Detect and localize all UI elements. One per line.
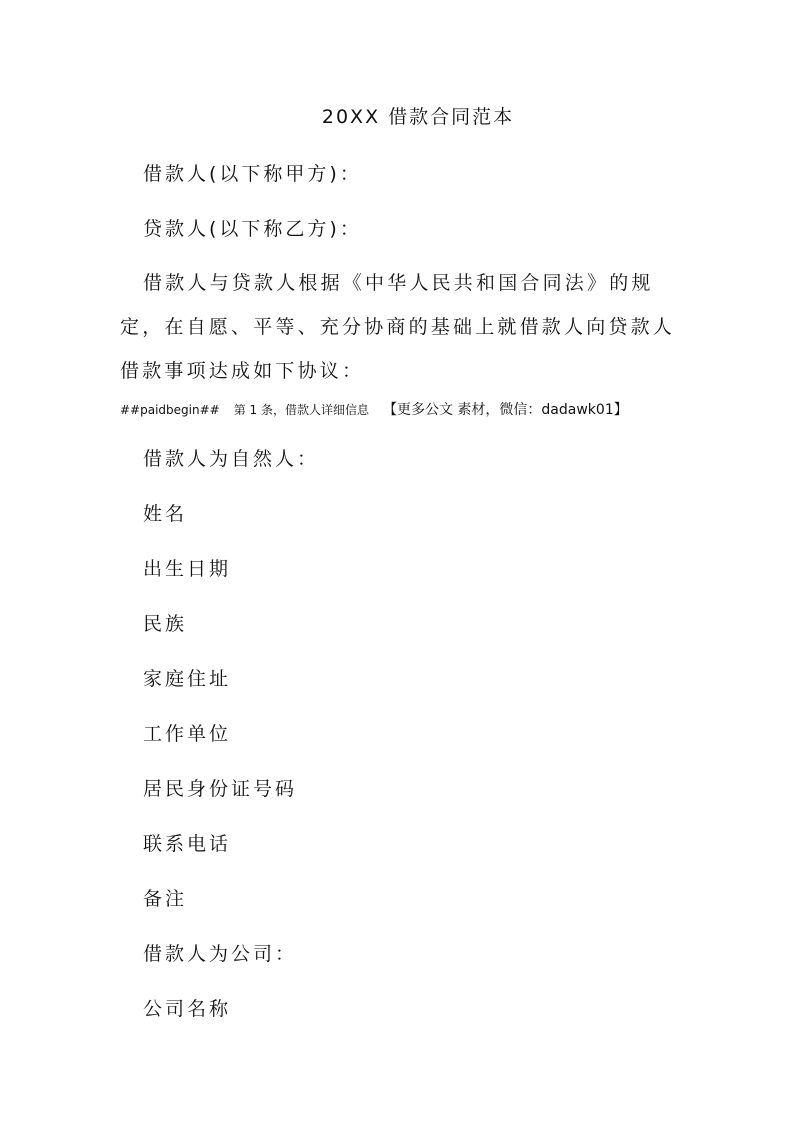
company-heading: 借款人为公司： (143, 943, 298, 965)
field-ethnicity: 民族 (143, 613, 188, 635)
paid-begin-tag: ##paidbegin## (120, 403, 220, 417)
intro-text: 借款人与贷款人根据《中华人民共和国合同法》的规定，在自愿、平等、充分协商的基础上就借款人向贷款人借款事项达成如下协议： (120, 272, 676, 382)
natural-person-heading: 借款人为自然人： (143, 448, 320, 470)
field-company-name: 公司名称 (143, 998, 232, 1020)
document-title: 20XX 借款合同范本 (321, 106, 515, 128)
field-home-address: 家庭住址 (143, 668, 232, 690)
field-remarks: 备注 (143, 888, 188, 910)
promo-text: 【更多公文 素材，微信：dadawk01】 (382, 402, 628, 418)
clause-title: 第 1 条，借款人详细信息 (233, 403, 369, 417)
lender-line: 贷款人(以下称乙方)： (143, 218, 362, 240)
field-name: 姓名 (143, 503, 188, 525)
borrower-line: 借款人(以下称甲方)： (143, 163, 362, 185)
field-employer: 工作单位 (143, 723, 232, 745)
field-birth-date: 出生日期 (143, 558, 232, 580)
field-id-number: 居民身份证号码 (143, 778, 298, 800)
intro-paragraph (120, 261, 680, 393)
field-phone: 联系电话 (143, 833, 232, 855)
paid-marker-line (120, 401, 628, 419)
